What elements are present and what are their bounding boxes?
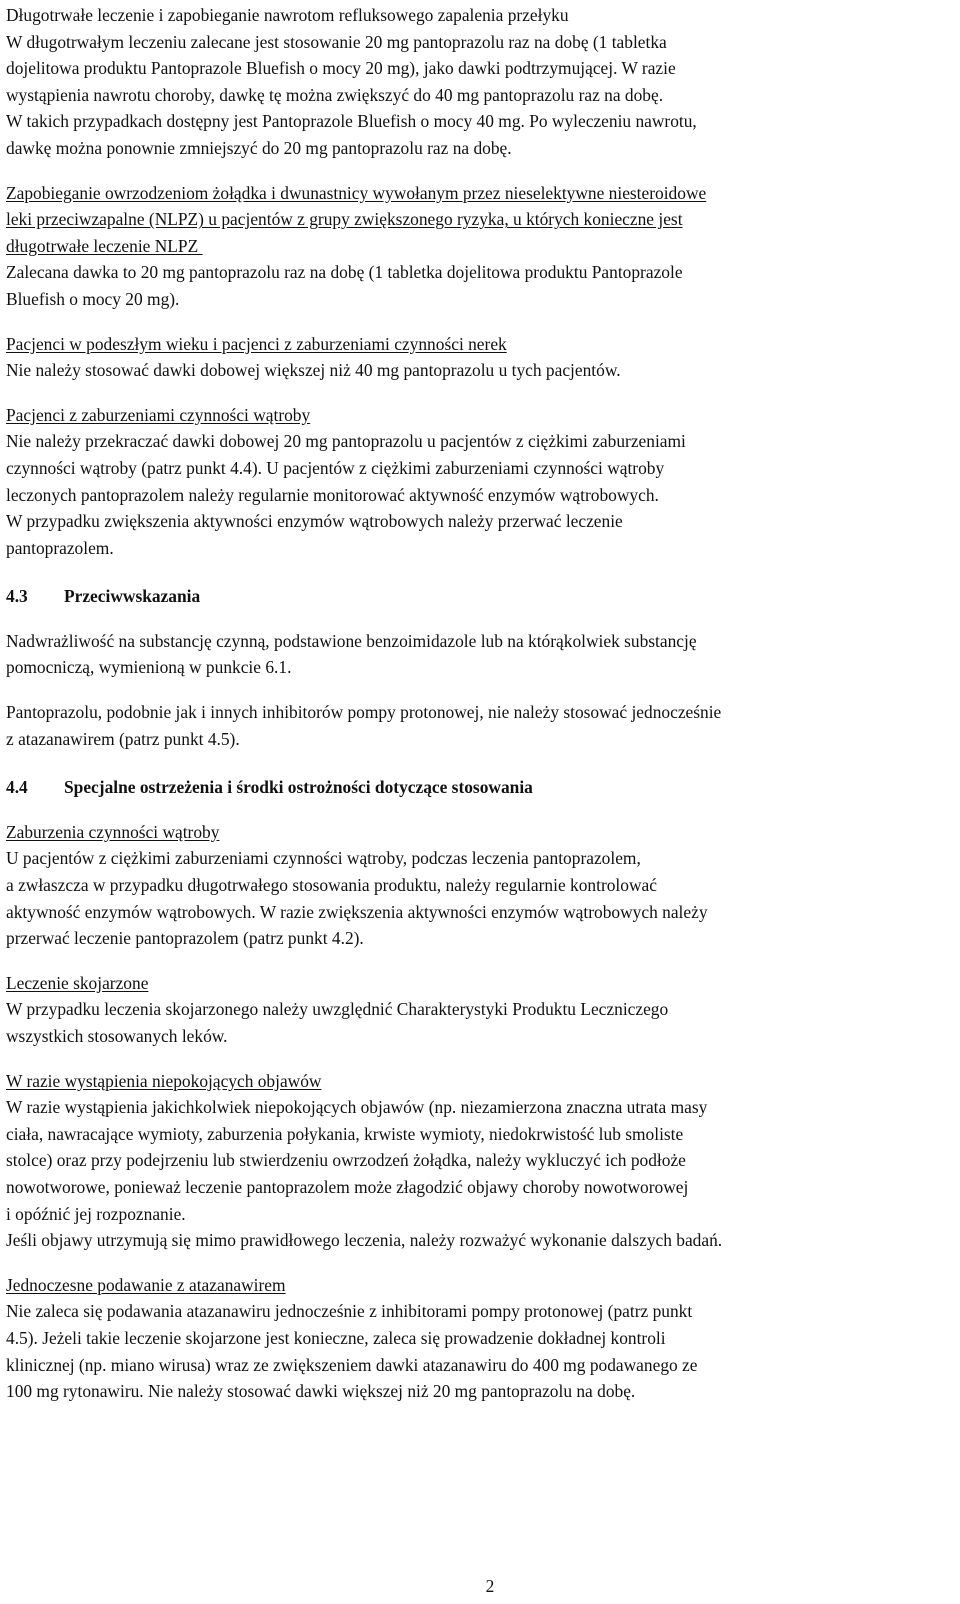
section-heading (6, 774, 956, 801)
section-hepatic-impairment (6, 402, 956, 562)
section-4-3 (6, 583, 956, 752)
text-line: Jeśli objawy utrzymują się mimo prawidłowego leczenia, należy rozważyć wykonanie dalszych badań. (6, 1230, 723, 1251)
text-line: Nie należy przekraczać dawki dobowej 20 mg pantoprazolu u pacjentów z ciężkimi zaburzeniami (6, 431, 686, 452)
subsection-title: Jednoczesne podawanie z atazanawirem (6, 1274, 286, 1295)
text-line: leczonych pantoprazolem należy regularnie monitorować aktywność enzymów wątrobowych. (6, 484, 659, 505)
subsection-title: Długotrwałe leczenie i zapobieganie nawrotom refluksowego zapalenia przełyku (6, 5, 569, 25)
text-line: przerwać leczenie pantoprazolem (patrz punkt 4.2). (6, 928, 364, 949)
subsection-hepatic (6, 819, 956, 952)
text-line: 4.5). Jeżeli takie leczenie skojarzone jest konieczne, zaleca się prowadzenie dokładnej kontroli (6, 1327, 666, 1348)
text-line: U pacjentów z ciężkimi zaburzeniami czynności wątroby, podczas leczenia pantoprazolem, (6, 848, 641, 869)
subsection-title: długotrwałe leczenie NLPZ (6, 235, 203, 256)
subsection-title: Zaburzenia czynności wątroby (6, 821, 220, 842)
text-line: Nadwrażliwość na substancję czynną, podstawione benzoimidazole lub na którąkolwiek substancję (6, 630, 697, 651)
text-line: a zwłaszcza w przypadku długotrwałego stosowania produktu, należy regularnie kontrolować (6, 875, 657, 896)
subsection-title: leki przeciwzapalne (NLPZ) u pacjentów z grupy zwiększonego ryzyka, u których konieczne jest (6, 209, 683, 230)
text-line: Nie zaleca się podawania atazanawiru jednocześnie z inhibitorami pompy protonowej (patrz punkt (6, 1301, 693, 1322)
section-heading (6, 583, 956, 610)
text-line: wystąpienia nawrotu choroby, dawkę tę można zwiększyć do 40 mg pantoprazolu raz na dobę. (6, 84, 664, 105)
text-line: Nie należy stosować dawki dobowej większej niż 40 mg pantoprazolu u tych pacjentów. (6, 360, 621, 381)
subsection-title: W razie wystąpienia niepokojących objawów (6, 1070, 322, 1091)
text-line: ciała, nawracające wymioty, zaburzenia połykania, krwiste wymioty, niedokrwistość lub smoliste (6, 1123, 684, 1144)
text-line: czynności wątroby (patrz punkt 4.4). U pacjentów z ciężkimi zaburzeniami czynności wątroby (6, 457, 665, 478)
text-line: pantoprazolem. (6, 537, 114, 558)
text-line: nowotworowe, ponieważ leczenie pantoprazolem może złagodzić objawy choroby nowotworowej (6, 1176, 689, 1197)
text-line: Bluefish o mocy 20 mg). (6, 288, 180, 309)
document-page (6, 2, 956, 1405)
text-line: W przypadku zwiększenia aktywności enzymów wątrobowych należy przerwać leczenie (6, 511, 623, 532)
subsection-title: Pacjenci w podeszłym wieku i pacjenci z zaburzeniami czynności nerek (6, 333, 507, 354)
text-line: W takich przypadkach dostępny jest Pantoprazole Bluefish o mocy 40 mg. Po wyleczeniu nawrotu, (6, 111, 697, 132)
text-line: W długotrwałym leczeniu zalecane jest stosowanie 20 mg pantoprazolu raz na dobę (1 tabletka (6, 31, 667, 52)
text-line: dawkę można ponownie zmniejszyć do 20 mg pantoprazolu raz na dobę. (6, 137, 512, 158)
text-line: aktywność enzymów wątrobowych. W razie zwiększenia aktywności enzymów wątrobowych należy (6, 901, 708, 922)
subsection-title: Pacjenci z zaburzeniami czynności wątroby (6, 404, 311, 425)
subsection-combination (6, 970, 956, 1050)
subsection-atazanavir (6, 1272, 956, 1405)
text-line: klinicznej (np. miano wirusa) wraz ze zwiększeniem dawki atazanawiru do 400 mg podawanego ze (6, 1354, 698, 1375)
text-line: wszystkich stosowanych leków. (6, 1026, 228, 1046)
text-line: dojelitowa produktu Pantoprazole Bluefish o mocy 20 mg), jako dawki podtrzymującej. W razie (6, 58, 676, 79)
text-line: stolce) oraz przy podejrzeniu lub stwierdzeniu owrzodzeń żołądka, należy wykluczyć ich podłoże (6, 1150, 686, 1171)
section-number: 4.4 (6, 777, 28, 798)
page-number: 2 (485, 1576, 495, 1596)
section-title: Specjalne ostrzeżenia i środki ostrożności dotyczące stosowania (64, 777, 533, 798)
text-line: z atazanawirem (patrz punkt 4.5). (6, 728, 240, 749)
text-line: W razie wystąpienia jakichkolwiek niepokojących objawów (np. niezamierzona znaczna utrata masy (6, 1097, 708, 1118)
subsection-title: Leczenie skojarzone (6, 972, 149, 993)
section-nsaid-prevention (6, 180, 956, 313)
section-long-term-treatment (6, 2, 956, 162)
text-line: W przypadku leczenia skojarzonego należy uwzględnić Charakterystyki Produktu Leczniczego (6, 999, 669, 1020)
section-4-4 (6, 774, 956, 1404)
text-line: pomocniczą, wymienioną w punkcie 6.1. (6, 657, 292, 678)
subsection-title: Zapobieganie owrzodzeniom żołądka i dwunastnicy wywołanym przez nieselektywne niesteroidowe (6, 182, 707, 203)
section-title: Przeciwwskazania (64, 586, 201, 607)
text-line: Zalecana dawka to 20 mg pantoprazolu raz na dobę (1 tabletka dojelitowa produktu Pantoprazole (6, 262, 683, 283)
section-number: 4.3 (6, 586, 28, 607)
text-line: 100 mg rytonawiru. Nie należy stosować dawki większej niż 20 mg pantoprazolu na dobę. (6, 1381, 636, 1402)
text-line: i opóźnić jej rozpoznanie. (6, 1203, 186, 1224)
text-line: Pantoprazolu, podobnie jak i innych inhibitorów pompy protonowej, nie należy stosować jednocześnie (6, 702, 722, 723)
section-elderly-renal (6, 331, 956, 384)
subsection-alarm-symptoms (6, 1068, 956, 1254)
